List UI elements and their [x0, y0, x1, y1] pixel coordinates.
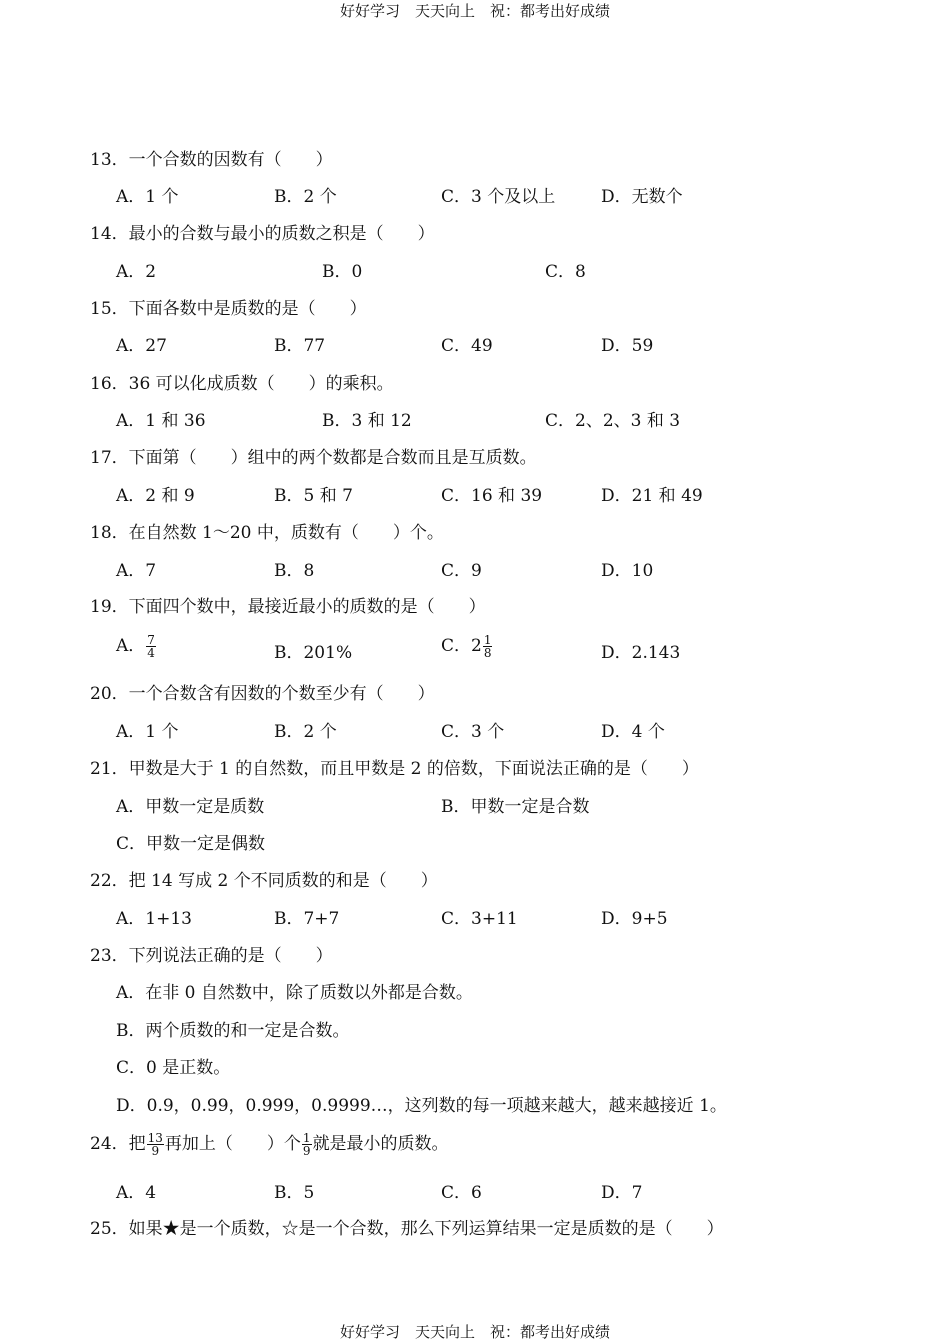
- question-20-option-a: A．1 个: [116, 722, 179, 742]
- question-14-option-a: A．2: [116, 262, 157, 282]
- denominator: 9: [302, 1144, 311, 1158]
- question-19-option-c: [441, 631, 493, 659]
- question-18-option-b: B．8: [274, 561, 315, 581]
- question-15-option-c: C．49: [441, 336, 493, 356]
- question-16-option-b: B．3 和 12: [322, 411, 412, 431]
- fraction: [302, 1132, 312, 1157]
- question-22-option-a: A．1+13: [116, 909, 192, 929]
- question-13-option-d: D．无数个: [601, 187, 683, 207]
- question-23-option-c: C．0 是正数。: [116, 1058, 231, 1078]
- question-21-option-a: A．甲数一定是质数: [116, 797, 265, 817]
- question-24-option-b: B．5: [274, 1183, 315, 1203]
- numerator: 1: [302, 1131, 311, 1145]
- stem-text: 24．把: [90, 1134, 146, 1154]
- question-24-option-c: C．6: [441, 1183, 482, 1203]
- fraction: [483, 634, 493, 659]
- question-23-option-b: B．两个质数的和一定是合数。: [116, 1021, 350, 1041]
- numerator: 1: [483, 633, 492, 647]
- question-23-option-a: A．在非 0 自然数中，除了质数以外都是合数。: [116, 983, 473, 1003]
- denominator: 4: [147, 646, 155, 660]
- question-21-stem: 21．甲数是大于 1 的自然数，而且甲数是 2 的倍数，下面说法正确的是（ ）: [90, 759, 699, 779]
- question-20-option-d: D．4 个: [601, 722, 665, 742]
- question-15-option-d: D．59: [601, 336, 654, 356]
- question-15-stem: 15．下面各数中是质数的是（ ）: [90, 299, 367, 319]
- question-15-option-b: B．77: [274, 336, 326, 356]
- question-20-stem: 20．一个合数含有因数的个数至少有（ ）: [90, 684, 435, 704]
- question-21-option-c: C．甲数一定是偶数: [116, 834, 266, 854]
- question-17-stem: 17．下面第（ ）组中的两个数都是合数而且是互质数。: [90, 448, 537, 468]
- question-17-option-a: A．2 和 9: [116, 486, 195, 506]
- stem-text: 就是最小的质数。: [312, 1134, 449, 1154]
- question-23-option-d: D．0.9，0.99，0.999，0.9999…，这列数的每一项越来越大，越来越接近 1。: [116, 1096, 727, 1116]
- question-18-option-c: C．9: [441, 561, 482, 581]
- question-21-option-b: B．甲数一定是合数: [441, 797, 590, 817]
- question-14-option-c: C．8: [545, 262, 586, 282]
- page-header: 好好学习 天天向上 祝：都考出好成绩: [339, 2, 610, 20]
- question-22-option-d: D．9+5: [601, 909, 668, 929]
- question-13-option-a: A．1 个: [116, 187, 179, 207]
- question-24-stem: [90, 1129, 449, 1157]
- question-16-option-c: C．2、2、3 和 3: [545, 411, 681, 431]
- question-19-option-d: D．2.143: [601, 643, 681, 663]
- question-24-option-a: A．4: [116, 1183, 157, 1203]
- question-18-option-d: D．10: [601, 561, 654, 581]
- question-16-stem: 16．36 可以化成质数（ ）的乘积。: [90, 374, 394, 394]
- stem-text: 再加上（ ）个: [164, 1134, 301, 1154]
- question-13-option-c: C．3 个及以上: [441, 187, 556, 207]
- question-16-option-a: A．1 和 36: [116, 411, 206, 431]
- numerator: 7: [147, 633, 155, 647]
- fraction: [147, 1132, 164, 1157]
- question-22-option-b: B．7+7: [274, 909, 340, 929]
- denominator: 9: [151, 1144, 160, 1158]
- fraction: [146, 634, 156, 659]
- question-18-option-a: A．7: [116, 561, 157, 581]
- question-18-stem: 18．在自然数 1～20 中，质数有（ ）个。: [90, 523, 444, 543]
- question-13-stem: 13．一个合数的因数有（ ）: [90, 150, 333, 170]
- question-25-stem: 25．如果★是一个质数，☆是一个合数，那么下列运算结果一定是质数的是（ ）: [90, 1219, 724, 1239]
- question-22-option-c: C．3+11: [441, 909, 518, 929]
- question-17-option-b: B．5 和 7: [274, 486, 353, 506]
- question-24-option-d: D．7: [601, 1183, 643, 1203]
- question-22-stem: 22．把 14 写成 2 个不同质数的和是（ ）: [90, 871, 438, 891]
- question-15-option-a: A．27: [116, 336, 167, 356]
- question-14-stem: 14．最小的合数与最小的质数之积是（ ）: [90, 224, 435, 244]
- denominator: 8: [483, 646, 492, 660]
- question-17-option-d: D．21 和 49: [601, 486, 703, 506]
- page-footer: 好好学习 天天向上 祝：都考出好成绩: [339, 1323, 610, 1341]
- question-19-stem: 19．下面四个数中，最接近最小的质数的是（ ）: [90, 597, 486, 617]
- question-14-option-b: B．0: [322, 262, 363, 282]
- question-23-stem: 23．下列说法正确的是（ ）: [90, 946, 333, 966]
- question-19-option-b: B．201%: [274, 643, 353, 663]
- numerator: 13: [147, 1131, 163, 1145]
- question-20-option-c: C．3 个: [441, 722, 505, 742]
- question-13-option-b: B．2 个: [274, 187, 337, 207]
- question-20-option-b: B．2 个: [274, 722, 337, 742]
- option-label: A．: [116, 636, 146, 656]
- option-label: C．2: [441, 636, 482, 656]
- question-17-option-c: C．16 和 39: [441, 486, 543, 506]
- question-19-option-a: [116, 631, 157, 659]
